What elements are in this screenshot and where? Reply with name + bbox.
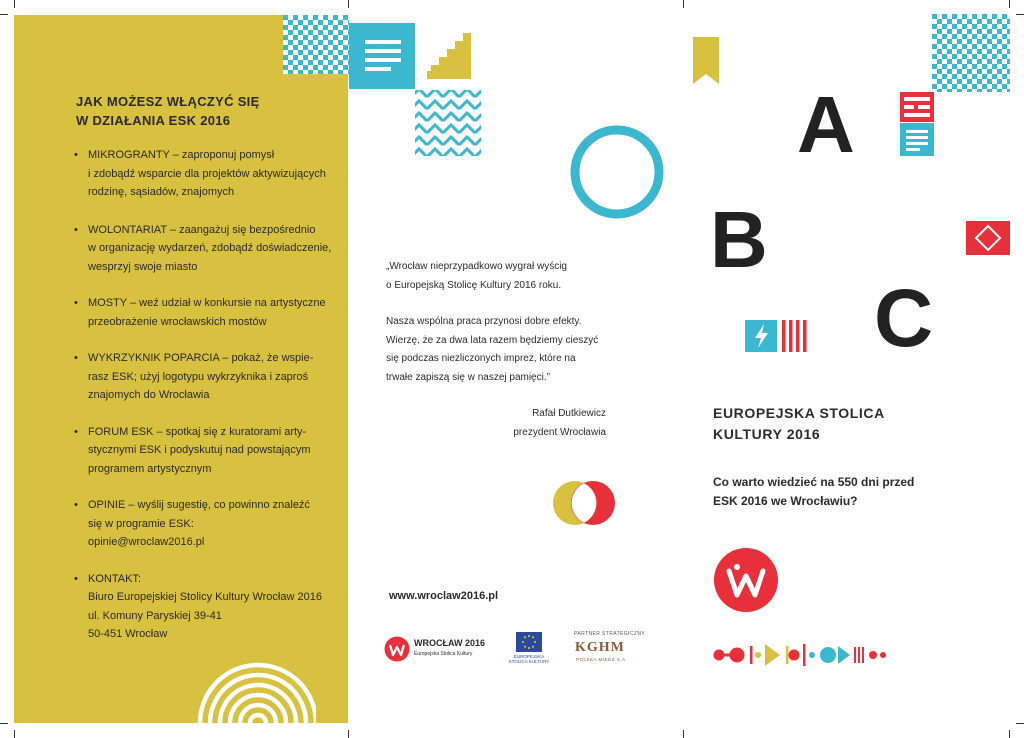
list-item-line: • OPINIE – wyślij sugestię, co powinno znaleźć — [88, 499, 310, 511]
cover-title — [713, 403, 885, 445]
cover-title-line-1: EUROPEJSKA STOLICA — [713, 405, 885, 421]
concentric-arcs-graphic — [196, 647, 316, 723]
list-item-forum — [74, 423, 324, 479]
list-item-wolontariat — [74, 221, 332, 277]
list-item-line: programem artystycznym — [88, 462, 212, 475]
list-item-line: w organizację wydarzeń, zdobądź doświadczenie, — [88, 242, 332, 254]
panel-title — [76, 92, 260, 130]
stairs-icon — [427, 33, 471, 79]
list-item-line: przeobrażenie wrocławskich mostów — [88, 315, 267, 328]
quote-line: „Wrocław nieprzypadkowo wygrał wyścig — [386, 261, 567, 272]
quote-line: o Europejską Stolicę Kultury 2016 roku. — [386, 279, 562, 291]
rhythm-symbols-strip — [712, 640, 888, 670]
letter-a: A — [797, 80, 855, 169]
list-item-line: i zdobądź wsparcie dla projektów aktywizujących — [88, 167, 326, 180]
logo-subtitle: Europejska Stolica Kultury — [414, 651, 473, 657]
website-link[interactable]: www.wroclaw2016.pl — [389, 590, 499, 602]
list-item-mosty — [74, 294, 324, 331]
panel-title-line-1: JAK MOŻESZ WŁĄCZYĆ SIĘ — [76, 94, 260, 109]
list-item-line: rodzinę, sąsiadów, znajomych — [88, 186, 235, 198]
fold-mark — [348, 0, 349, 8]
crop-mark — [1009, 730, 1010, 738]
fold-mark — [683, 730, 684, 738]
list-item-line: ul. Komuny Paryskiej 39-41 — [88, 609, 222, 622]
bookmark-icon — [692, 36, 722, 86]
eu-caption-line: STOLICA KULTURY — [508, 659, 550, 664]
list-item-line: • MOSTY – weź udział w konkursie na artystyczne — [88, 297, 326, 309]
crop-mark — [0, 14, 8, 15]
crop-mark — [1016, 14, 1024, 15]
lightning-and-bars-icon — [745, 318, 807, 354]
kghm-subtitle: POLSKA MIEDŹ S.A. — [576, 657, 628, 662]
letter-b: B — [710, 195, 768, 284]
diamond-tile-icon — [966, 221, 1010, 255]
crop-mark — [14, 0, 15, 8]
list-item-opinie — [74, 496, 324, 552]
quote-line: Nasza wspólna praca przynosi dobre efekty. — [386, 316, 582, 327]
list-item-line: się w programie ESK: — [88, 517, 194, 530]
kghm-logo: KGHM — [575, 640, 625, 655]
top-pattern-tiles — [283, 15, 483, 157]
eu-flag-icon — [516, 632, 542, 652]
checker-tile — [283, 15, 349, 74]
brick-and-text-icons — [900, 92, 934, 156]
crop-mark — [14, 730, 15, 738]
cover-question — [713, 473, 914, 511]
quote-line: Wierzę, że za dwa lata razem będziemy cieszyć — [386, 334, 599, 346]
list-item-line: • WOLONTARIAT – zaangażuj się bezpośrednio — [88, 223, 316, 236]
cover-title-line-2: KULTURY 2016 — [713, 426, 821, 442]
list-item-line: • KONTAKT: — [88, 572, 141, 585]
letter-c: C — [874, 273, 934, 364]
quote-line: się podczas niezliczonych imprez, które na — [386, 353, 576, 364]
cover-question-line-2: ESK 2016 we Wrocławiu? — [713, 494, 858, 508]
wroclaw-2016-logo — [713, 547, 779, 613]
list-item-kontakt — [74, 570, 324, 644]
zigzag-tile — [415, 90, 481, 156]
eu-caption-line: EUROPEJSKA — [513, 654, 545, 659]
author-name: Rafał Dutkiewicz — [532, 408, 606, 419]
list-item-line: rasz ESK; użyj logotypu wykrzyknika i zaproś — [88, 370, 309, 383]
wroclaw-logo-icon — [384, 636, 410, 662]
fold-mark — [348, 730, 349, 738]
list-item-line: • MIKROGRANTY – zaproponuj pomysł — [88, 149, 275, 161]
partner-label: PARTNER STRATEGICZNY — [574, 631, 646, 637]
list-item-line: stycznymi ESK i podyskutuj nad powstającym — [88, 444, 311, 456]
checker-pattern-tile — [932, 14, 1010, 92]
eu-caption — [505, 654, 553, 664]
logo-name: WROCŁAW 2016 — [414, 638, 486, 648]
mayor-quote — [386, 258, 616, 387]
list-item-wykrzyknik — [74, 349, 324, 405]
fold-mark — [683, 0, 684, 8]
crop-mark — [1016, 723, 1024, 724]
crop-mark — [1009, 0, 1010, 8]
list-item-line: 50-451 Wrocław — [88, 628, 168, 640]
overlapping-circles-graphic — [551, 478, 617, 528]
list-item-line: Biuro Europejskiej Stolicy Kultury Wrocław 2016 — [88, 591, 322, 603]
ways-to-participate-list — [74, 146, 332, 644]
quote-signature — [470, 404, 606, 442]
list-item-line: znajomych do Wrocławia — [88, 389, 210, 401]
list-item-line: wesprzyj swoje miasto — [88, 260, 198, 273]
list-item-line: • WYKRZYKNIK POPARCIA – pokaż, że wspie- — [88, 352, 314, 364]
crop-mark — [0, 723, 8, 724]
cover-question-line-1: Co warto wiedzieć na 550 dni przed — [713, 475, 915, 489]
author-role: prezydent Wrocławia — [513, 427, 606, 438]
list-item-line: • FORUM ESK – spotkaj się z kuratorami arty- — [88, 425, 307, 438]
text-lines-tile — [349, 23, 415, 89]
cyan-ring-graphic — [568, 122, 668, 222]
quote-line: trwałe zapiszą się w naszej pamięci.” — [386, 371, 550, 383]
email-link[interactable]: opinie@wroclaw2016.pl — [88, 536, 205, 548]
panel-title-line-2: W DZIAŁANIA ESK 2016 — [76, 113, 231, 128]
